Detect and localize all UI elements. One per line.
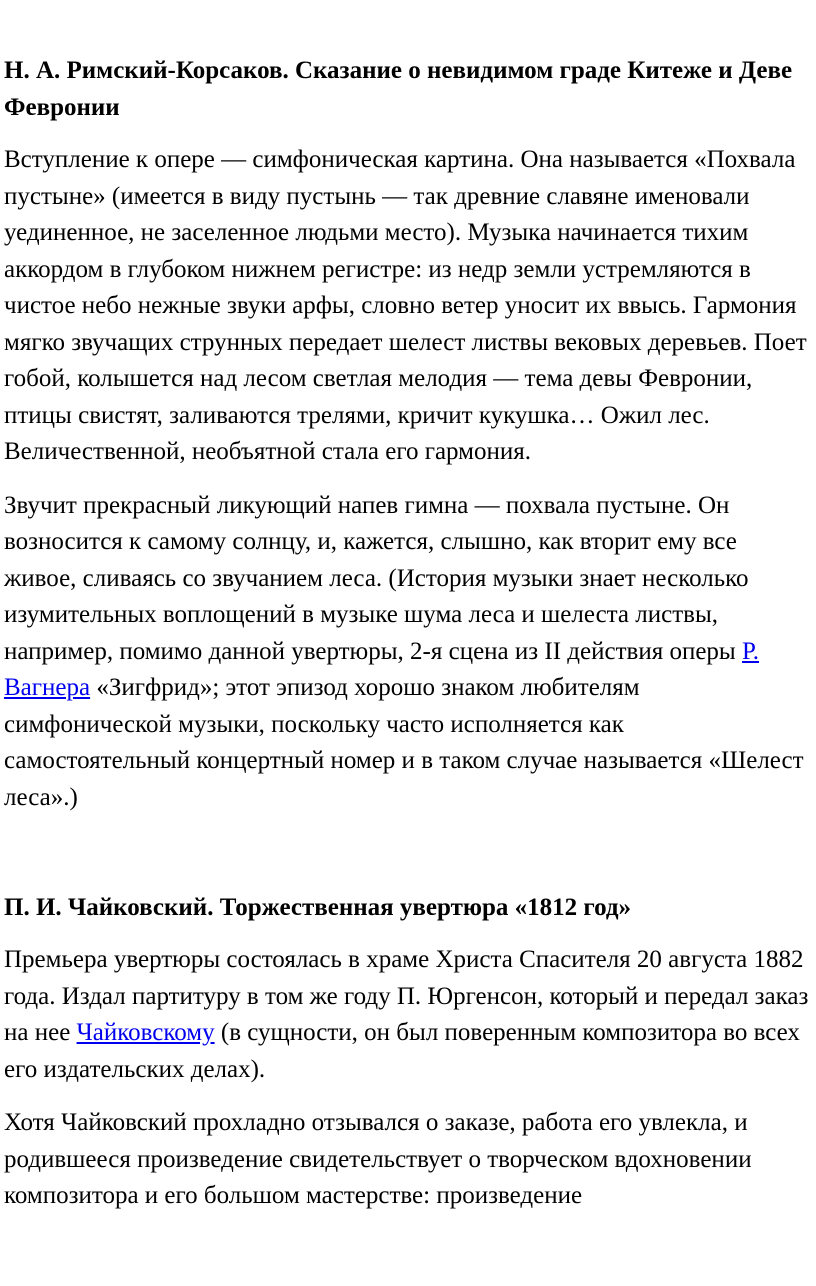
link-tchaikovsky[interactable]: Чайковскому: [76, 1019, 215, 1046]
link-wagner[interactable]: Р. Вагнера: [4, 637, 759, 701]
paragraph-hymn-text-start: Звучит прекрасный ликующий напев гимна — похвала пустыне. Он возносится к самому солнцу, и, кажется, слышно, как вторит ему все живое, сливаясь со звучанием леса. (История музыки знает несколько изумительных воплощений в музыке шума леса и шелеста листвы, например, помимо данной увертюры, 2-я сцена из II действия оперы: [4, 491, 749, 665]
paragraph-hymn: [4, 488, 812, 817]
paragraph-premiere-text-start: Премьера увертюры состоялась в храме Христа Спасителя 20 августа 1882 года. Издал партитуру в том же году П. Юргенсон, который и передал заказ на нее: [4, 946, 809, 1046]
paragraph-premiere-text-end: (в сущности, он был поверенным композитора во всех его издательских делах).: [4, 1019, 800, 1083]
section-heading-rimsky-korsakov: Н. А. Римский-Корсаков. Сказание о невидимом граде Китеже и Деве Февронии: [4, 57, 793, 121]
section-spacer: [4, 833, 812, 889]
section-heading-tchaikovsky: П. И. Чайковский. Торжественная увертюра «1812 год»: [4, 894, 632, 921]
paragraph-hymn-text-end: «Зигфрид»; этот эпизод хорошо знаком любителям симфонической музыки, поскольку часто исполняется как самостоятельный концертный номер и в таком случае называется «Шелест леса».): [4, 674, 804, 811]
paragraph-intro-opera: Вступление к опере — симфоническая картина. Она называется «Похвала пустыне» (имеется в виду пустынь — так древние славяне именовали уединенное, не заселенное людьми место). Музыка начинается тихим аккордом в глубоком нижнем регистре: из недр земли устремляются в чистое небо нежные звуки арфы, словно ветер уносит их ввысь. Гармония мягко звучащих струнных передает шелест листвы вековых деревьев. Поет гобой, колышется над лесом светлая мелодия — тема девы Февронии, птицы свистят, заливаются трелями, кричит кукушка… Ожил лес. Величественной, необъятной стала его гармония.: [4, 146, 807, 465]
paragraph-premiere: [4, 942, 812, 1088]
paragraph-inspiration: Хотя Чайковский прохладно отзывался о заказе, работа его увлекла, и родившееся произведение свидетельствует о творческом вдохновении композитора и его большом мастерстве: произведение: [4, 1109, 752, 1209]
